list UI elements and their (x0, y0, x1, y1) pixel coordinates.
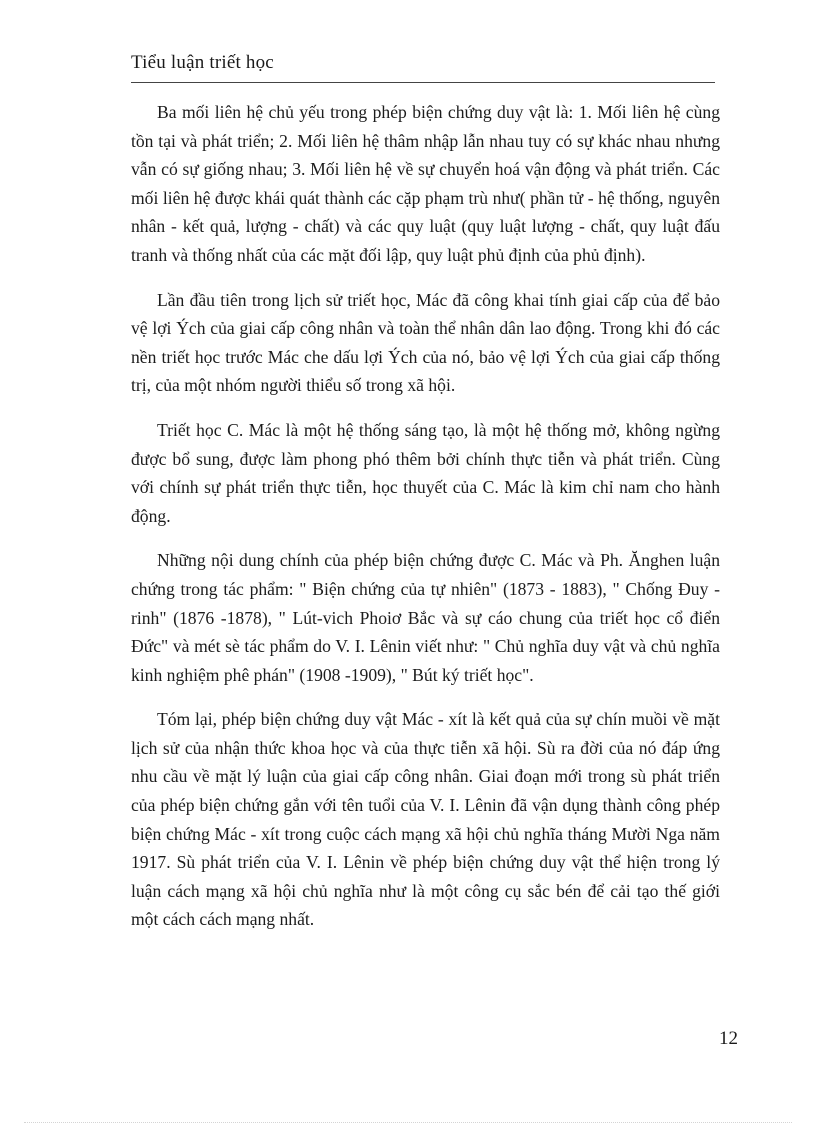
running-header: Tiểu luận triết học (131, 52, 274, 73)
paragraph-2: Lần đầu tiên trong lịch sử triết học, Mác đã công khai tính giai cấp của để bảo vệ lợi Ých của giai cấp công nhân và toàn thể nhân dân lao động. Trong khi đó các nền triết học trước Mác che dấu lợi Ých của nó, bảo vệ lợi Ých của giai cấp thống trị, của một nhóm người thiểu số trong xã hội. (131, 289, 720, 396)
document-body (131, 98, 720, 950)
paragraph-1: Ba mối liên hệ chủ yếu trong phép biện chứng duy vật là: 1. Mối liên hệ cùng tồn tại và phát triển; 2. Mối liên hệ thâm nhập lẫn nhau tuy có sự khác nhau nhưng vẫn có sự giống nhau; 3. Mối liên hệ về sự chuyển hoá vận động và phát triển. Các mối liên hệ được khái quát thành các cặp phạm trù như( phần tử - hệ thống, nguyên nhân - kết quả, lượng - chất) và các quy luật (quy luật lượng - chất, quy luật đấu tranh và thống nhất của các mặt đối lập, quy luật phủ định của phủ định). (131, 102, 720, 265)
paragraph-5: Tóm lại, phép biện chứng duy vật Mác - xít là kết quả của sự chín muồi về mặt lịch sử của nhận thức khoa học và của thực tiễn xã hội. Sù ra đời của nó đáp ứng nhu cầu về mặt lý luận của giai cấp công nhân. Giai đoạn mới trong sù phát triển của phép biện chứng gắn với tên tuổi của V. I. Lênin đã vận dụng thành công phép biện chứng Mác - xít trong cuộc cách mạng xã hội chủ nghĩa tháng Mười Nga năm 1917. Sù phát triển của V. I. Lênin về phép biện chứng duy vật thể hiện trong lý luận cách mạng xã hội chủ nghĩa như là một công cụ sắc bén để cải tạo thế giới một cách cách mạng nhất. (131, 709, 720, 930)
page-number: 12 (719, 1028, 738, 1049)
header-divider (131, 82, 715, 83)
paragraph-4: Những nội dung chính của phép biện chứng được C. Mác và Ph. Ănghen luận chứng trong tác phẩm: " Biện chứng của tự nhiên" (1873 - 1883), " Chống Đuy -rinh" (1876 -1878), " Lút-vich Phoiơ Bắc và sự cáo chung của triết học cổ điển Đức" và mét sè tác phẩm do V. I. Lênin viết như: " Chủ nghĩa duy vật và chủ nghĩa kinh nghiệm phê phán" (1908 -1909), " Bút ký triết học". (131, 550, 720, 685)
paragraph-3: Triết học C. Mác là một hệ thống sáng tạo, là một hệ thống mở, không ngừng được bổ sung, được làm phong phó thêm bởi chính thực tiễn và phát triển. Cùng với chính sự phát triển thực tiễn, học thuyết của C. Mác là kim chỉ nam cho hành động. (131, 419, 720, 526)
